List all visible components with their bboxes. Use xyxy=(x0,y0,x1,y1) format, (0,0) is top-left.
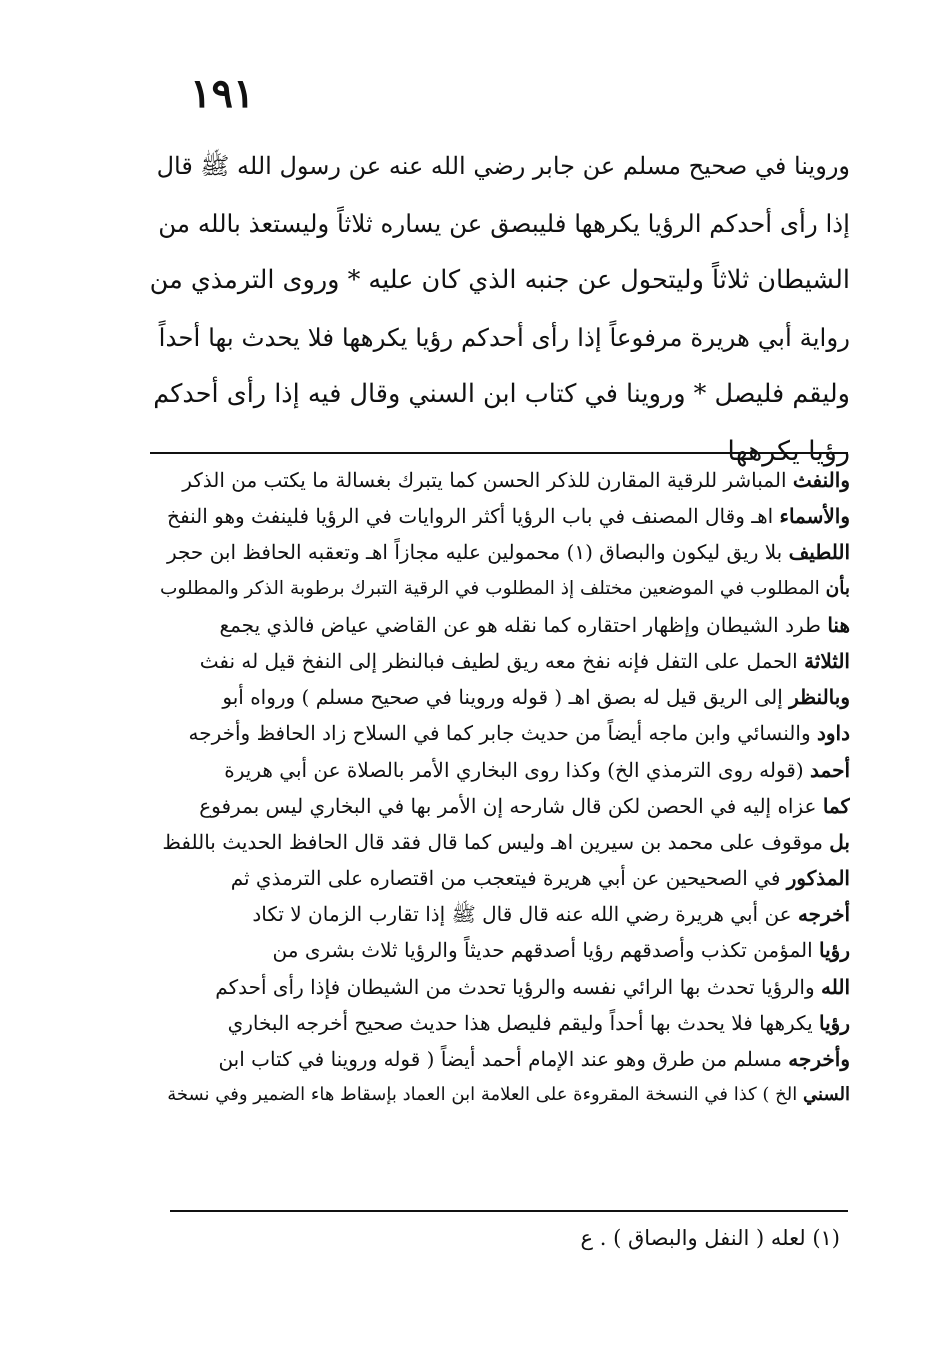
commentary-line xyxy=(150,643,850,679)
commentary-text: عن أبي هريرة رضي الله عنه قال قال ﷺ إذا تقارب الزمان لا تكاد xyxy=(252,902,798,927)
commentary-line xyxy=(150,752,850,788)
commentary-line xyxy=(150,824,850,860)
commentary-text: موقوف على محمد بن سيرين اهـ وليس كما قال فقد قال الحافظ الحديث باللفظ xyxy=(162,829,830,854)
commentary-line xyxy=(150,679,850,715)
commentary-line xyxy=(150,1005,850,1041)
commentary-text: المطلوب في الموضعين مختلف إذ المطلوب في الرقية التبرك برطوبة الذكر والمطلوب xyxy=(160,577,826,599)
commentary-text: والرؤيا تحدث بها الرائي نفسه والرؤيا تحدث من الشيطان فإذا رأى أحدكم xyxy=(215,974,821,999)
commentary-text: اهـ وقال المصنف في باب الرؤيا أكثر الروايات في الرؤيا فلينفث وهو النفخ xyxy=(167,504,780,529)
commentary-text: المؤمن تكذب وأصدقهم رؤيا أصدقهم حديثاً والرؤيا ثلاث بشرى من xyxy=(272,938,820,963)
commentary-lead-word: كما xyxy=(822,793,850,818)
footnote-divider xyxy=(170,1210,848,1212)
main-text-line: إذا رأى أحدكم الرؤيا يكرهها فليبصق عن يساره ثلاثاً وليستعذ بالله من xyxy=(158,209,850,238)
commentary-line xyxy=(150,932,850,968)
commentary-lead-word: الثلاثة xyxy=(804,648,850,673)
commentary-line xyxy=(150,1041,850,1077)
commentary-line xyxy=(150,607,850,643)
commentary-line xyxy=(150,788,850,824)
commentary-block xyxy=(150,462,850,1113)
commentary-lead-word: والنفث xyxy=(792,468,850,492)
commentary-line xyxy=(150,860,850,896)
commentary-divider xyxy=(150,452,848,454)
commentary-lead-word: أخرجه xyxy=(797,902,850,927)
commentary-line xyxy=(150,498,850,534)
commentary-lead-word: الله xyxy=(821,974,850,999)
commentary-text: بلا ريق ليكون والبصاق (١) محمولين عليه مجازاً اهـ وتعقبه الحافظ ابن حجر xyxy=(166,540,789,565)
main-text-line: وروينا في صحيح مسلم عن جابر رضي الله عنه عن رسول الله ﷺ قال xyxy=(156,152,850,180)
commentary-line xyxy=(150,534,850,570)
commentary-text: في الصحيحين عن أبي هريرة فيتعجب من اقتصاره على الترمذي ثم xyxy=(230,866,787,891)
commentary-text: مسلم من طرق وهو عند الإمام أحمد أيضاً ( قوله وروينا في كتاب ابن xyxy=(218,1047,789,1071)
commentary-lead-word: اللطيف xyxy=(788,540,850,565)
commentary-text: المباشر للرقية المقارن للذكر الحسن كما يتبرك بغسالة ما يكتب من الذكر xyxy=(182,468,793,492)
commentary-lead-word: السني xyxy=(803,1084,850,1106)
commentary-lead-word: بأن xyxy=(825,577,850,599)
main-text-line: رواية أبي هريرة مرفوعاً إذا رأى أحدكم رؤيا يكرهها فلا يحدث بها أحداً xyxy=(158,323,850,352)
commentary-line xyxy=(150,715,850,751)
main-text-line: رؤيا يكرهها xyxy=(727,436,850,467)
commentary-lead-word: داود xyxy=(816,721,850,746)
commentary-line xyxy=(150,1077,850,1113)
commentary-lead-word: هنا xyxy=(827,612,850,637)
commentary-lead-word: وأخرجه xyxy=(788,1047,850,1071)
commentary-line xyxy=(150,462,850,498)
commentary-text: طرد الشيطان وإظهار احتقاره كما نقله هو عن القاضي عياض فالذي يجمع xyxy=(219,612,828,637)
commentary-text: إلى الريق قيل له بصق اهـ ( قوله وروينا في صحيح مسلم ) ورواه أبو xyxy=(222,685,790,710)
commentary-lead-word: وبالنظر xyxy=(789,685,850,710)
commentary-text: عزاه إليه في الحصن لكن قال شارحه إن الأمر بها في البخاري ليس بمرفوع xyxy=(199,793,823,818)
page-number: ١٩١ xyxy=(190,70,255,117)
commentary-lead-word: أحمد xyxy=(810,757,850,782)
commentary-text: (قوله روى الترمذي الخ) وكذا روى البخاري الأمر بالصلاة عن أبي هريرة xyxy=(224,757,811,782)
commentary-line xyxy=(150,969,850,1005)
commentary-lead-word: رؤيا xyxy=(819,1010,850,1035)
commentary-text: والنسائي وابن ماجه أيضاً من حديث جابر كما في السلاح زاد الحافظ وأخرجه xyxy=(188,721,817,746)
commentary-lead-word: المذكور xyxy=(786,866,850,891)
commentary-lead-word: رؤيا xyxy=(819,938,850,963)
commentary-lead-word: والأسماء xyxy=(779,504,850,529)
commentary-text: الخ ) كذا في النسخة المقروءة على العلامة ابن العماد بإسقاط هاء الضمير وفي نسخة xyxy=(167,1084,804,1106)
commentary-text: الحمل على التفل فإنه نفخ معه ريق لطيف فبالنظر إلى النفخ قيل له نفث xyxy=(199,648,805,673)
commentary-line xyxy=(150,571,850,607)
main-text-line: الشيطان ثلاثاً وليتحول عن جنبه الذي كان عليه * وروى الترمذي من xyxy=(150,265,850,295)
main-text-line: وليقم فليصل * وروينا في كتاب ابن السني وقال فيه إذا رأى أحدكم xyxy=(153,379,850,409)
commentary-line xyxy=(150,896,850,932)
footnote: (١) لعله ( النفل والبصاق ) . ع xyxy=(580,1226,840,1250)
commentary-lead-word: بل xyxy=(829,829,850,854)
main-text-block xyxy=(150,138,850,480)
commentary-text: يكرهها فلا يحدث بها أحداً وليقم فليصل هذا حديث صحيح أخرجه البخاري xyxy=(227,1010,820,1035)
